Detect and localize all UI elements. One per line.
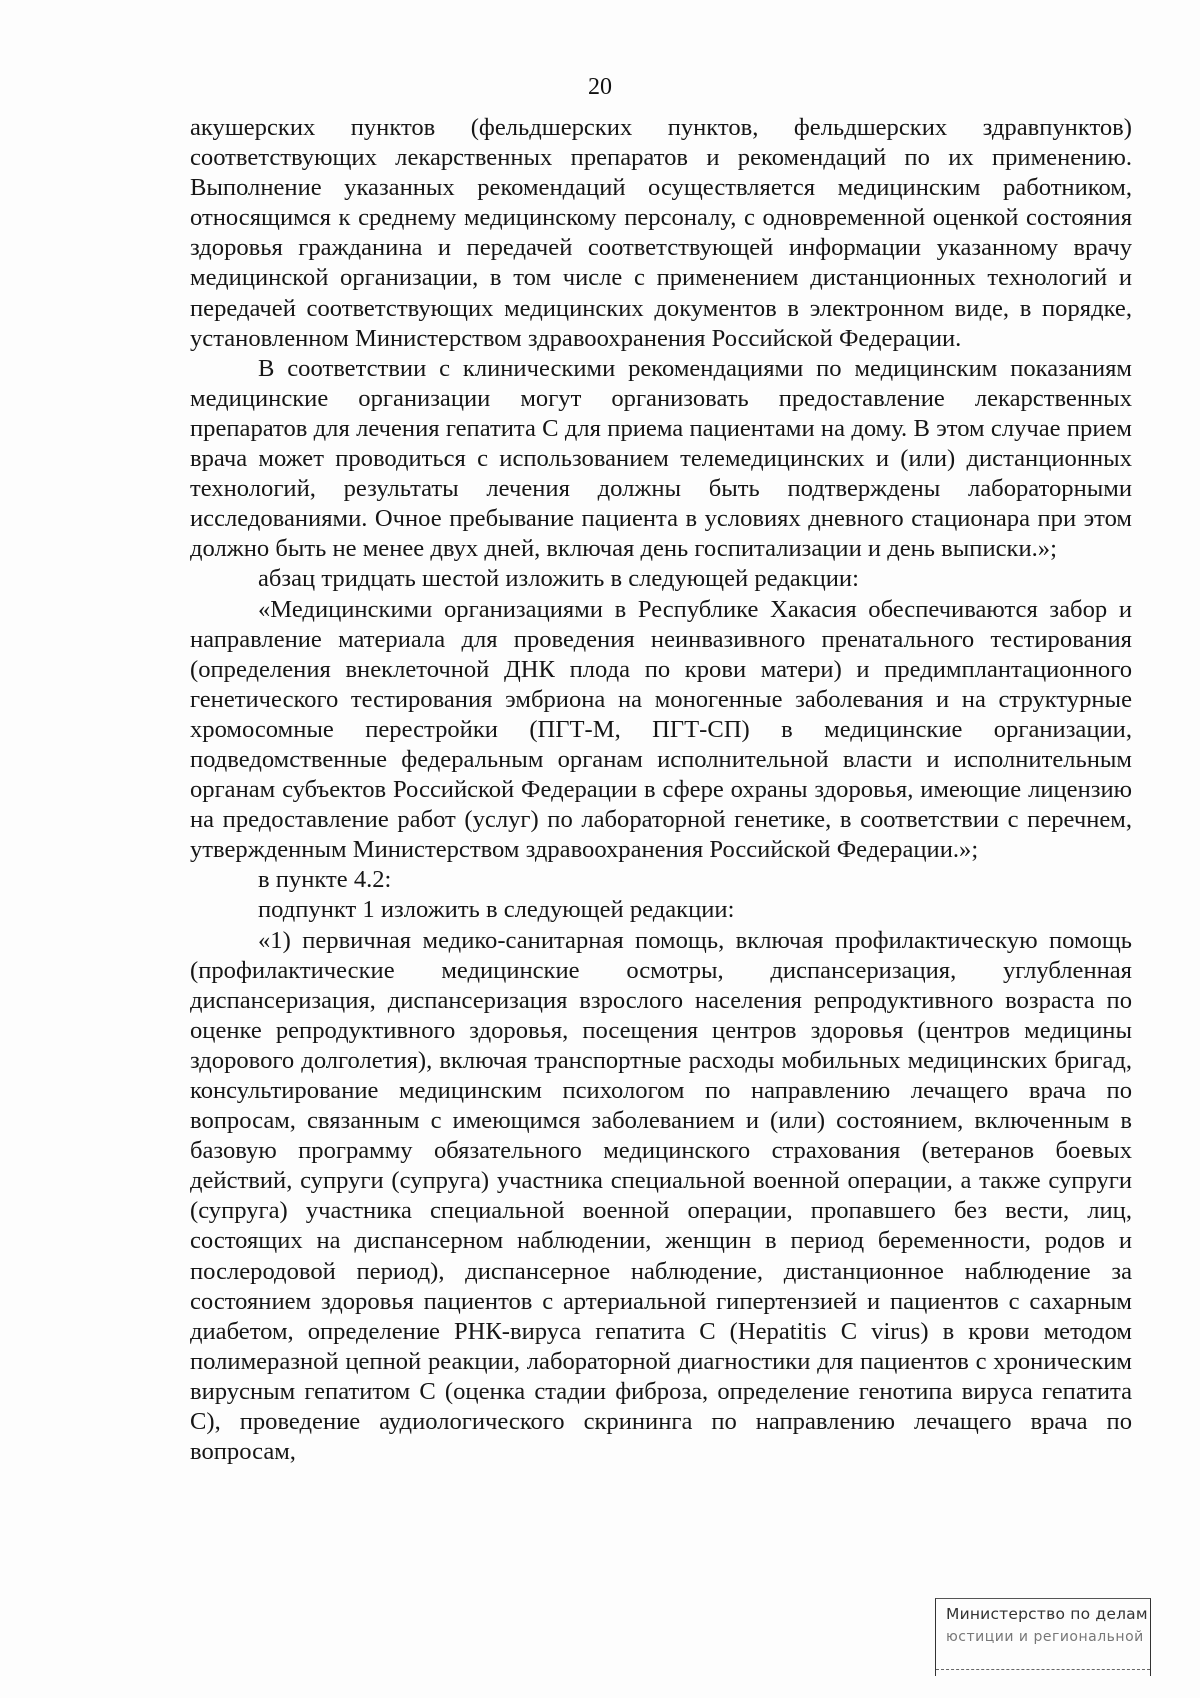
paragraph: абзац тридцать шестой изложить в следующей редакции: bbox=[258, 565, 859, 593]
stamp-dotted-line bbox=[936, 1669, 1150, 1670]
ministry-stamp bbox=[935, 1598, 1151, 1676]
paragraph: В соответствии с клиническими рекомендациями по медицинским показаниям медицинские организации могут организовать предоставление лекарственных препаратов для лечения гепатита С для приема пациентами на дому. В этом случае прием врача может проводиться с использованием телемедицинских и (или) дистанционных технологий, результаты лечения должны быть подтверждены лабораторными исследованиями. Очное пребывание пациента в условиях дневного стационара при этом должно быть не менее двух дней, включая день госпитализации и день выписки.»; bbox=[190, 354, 1132, 563]
stamp-line-2: юстиции и региональной bbox=[946, 1629, 1144, 1645]
paragraph: «Медицинскими организациями в Республике Хакасия обеспечиваются забор и направление материала для проведения неинвазивного пренатального тестирования (определения внеклеточной ДНК плода по крови матери) и предимплантационного генетического тестирования эмбриона на моногенные заболевания и на структурные хромосомные перестройки (ПГТ-М, ПГТ-СП) в медицинские организации, подведомственные федеральным органам исполнительной власти и исполнительным органам субъектов Российской Федерации в сфере охраны здоровья, имеющие лицензию на предоставление работ (услуг) по лабораторной генетике, в соответствии с перечнем, утвержденным Министерством здравоохранения Российской Федерации.»; bbox=[190, 595, 1132, 864]
paragraph: акушерских пунктов (фельдшерских пунктов, фельдшерских здравпунктов) соответствующих лекарственных препаратов и рекомендаций по их применению. Выполнение указанных рекомендаций осуществляется медицинским работником, относящимся к среднему медицинскому персоналу, с одновременной оценкой состояния здоровья гражданина и передачей соответствующей информации указанному врачу медицинской организации, в том числе с применением дистанционных технологий и передачей соответствующих медицинских документов в электронном виде, в порядке, установленном Министерством здравоохранения Российской Федерации. bbox=[190, 114, 1132, 352]
paragraph: подпункт 1 изложить в следующей редакции: bbox=[258, 896, 735, 924]
document-body bbox=[190, 113, 1132, 1467]
page-number: 20 bbox=[588, 74, 612, 100]
paragraph: в пункте 4.2: bbox=[258, 866, 392, 894]
stamp-line-1: Министерство по делам bbox=[946, 1605, 1148, 1623]
paragraph: «1) первичная медико-санитарная помощь, включая профилактическую помощь (профилактические медицинские осмотры, диспансеризация, углубленная диспансеризация, диспансеризация взрослого населения репродуктивного возраста по оценке репродуктивного здоровья, посещения центров здоровья (центров медицины здорового долголетия), включая транспортные расходы мобильных медицинских бригад, консультирование медицинским психологом по направлению лечащего врача по вопросам, связанным с имеющимся заболеванием и (или) состоянием, включенным в базовую программу обязательного медицинского страхования (ветеранов боевых действий, супруги (супруга) участника специальной военной операции, а также супруги (супруга) участника специальной военной операции, пропавшего без вести, лиц, состоящих на диспансерном наблюдении, женщин в период беременности, родов и послеродовой период), диспансерное наблюдение, дистанционное наблюдение за состоянием здоровья пациентов с артериальной гипертензией и пациентов с сахарным диабетом, определение РНК-вируса гепатита С (Hepatitis C virus) в крови методом полимеразной цепной реакции, лабораторной диагностики для пациентов с хроническим вирусным гепатитом С (оценка стадии фиброза, определение генотипа вируса гепатита С), проведение аудиологического скрининга по направлению лечащего врача по вопросам, bbox=[190, 926, 1132, 1466]
